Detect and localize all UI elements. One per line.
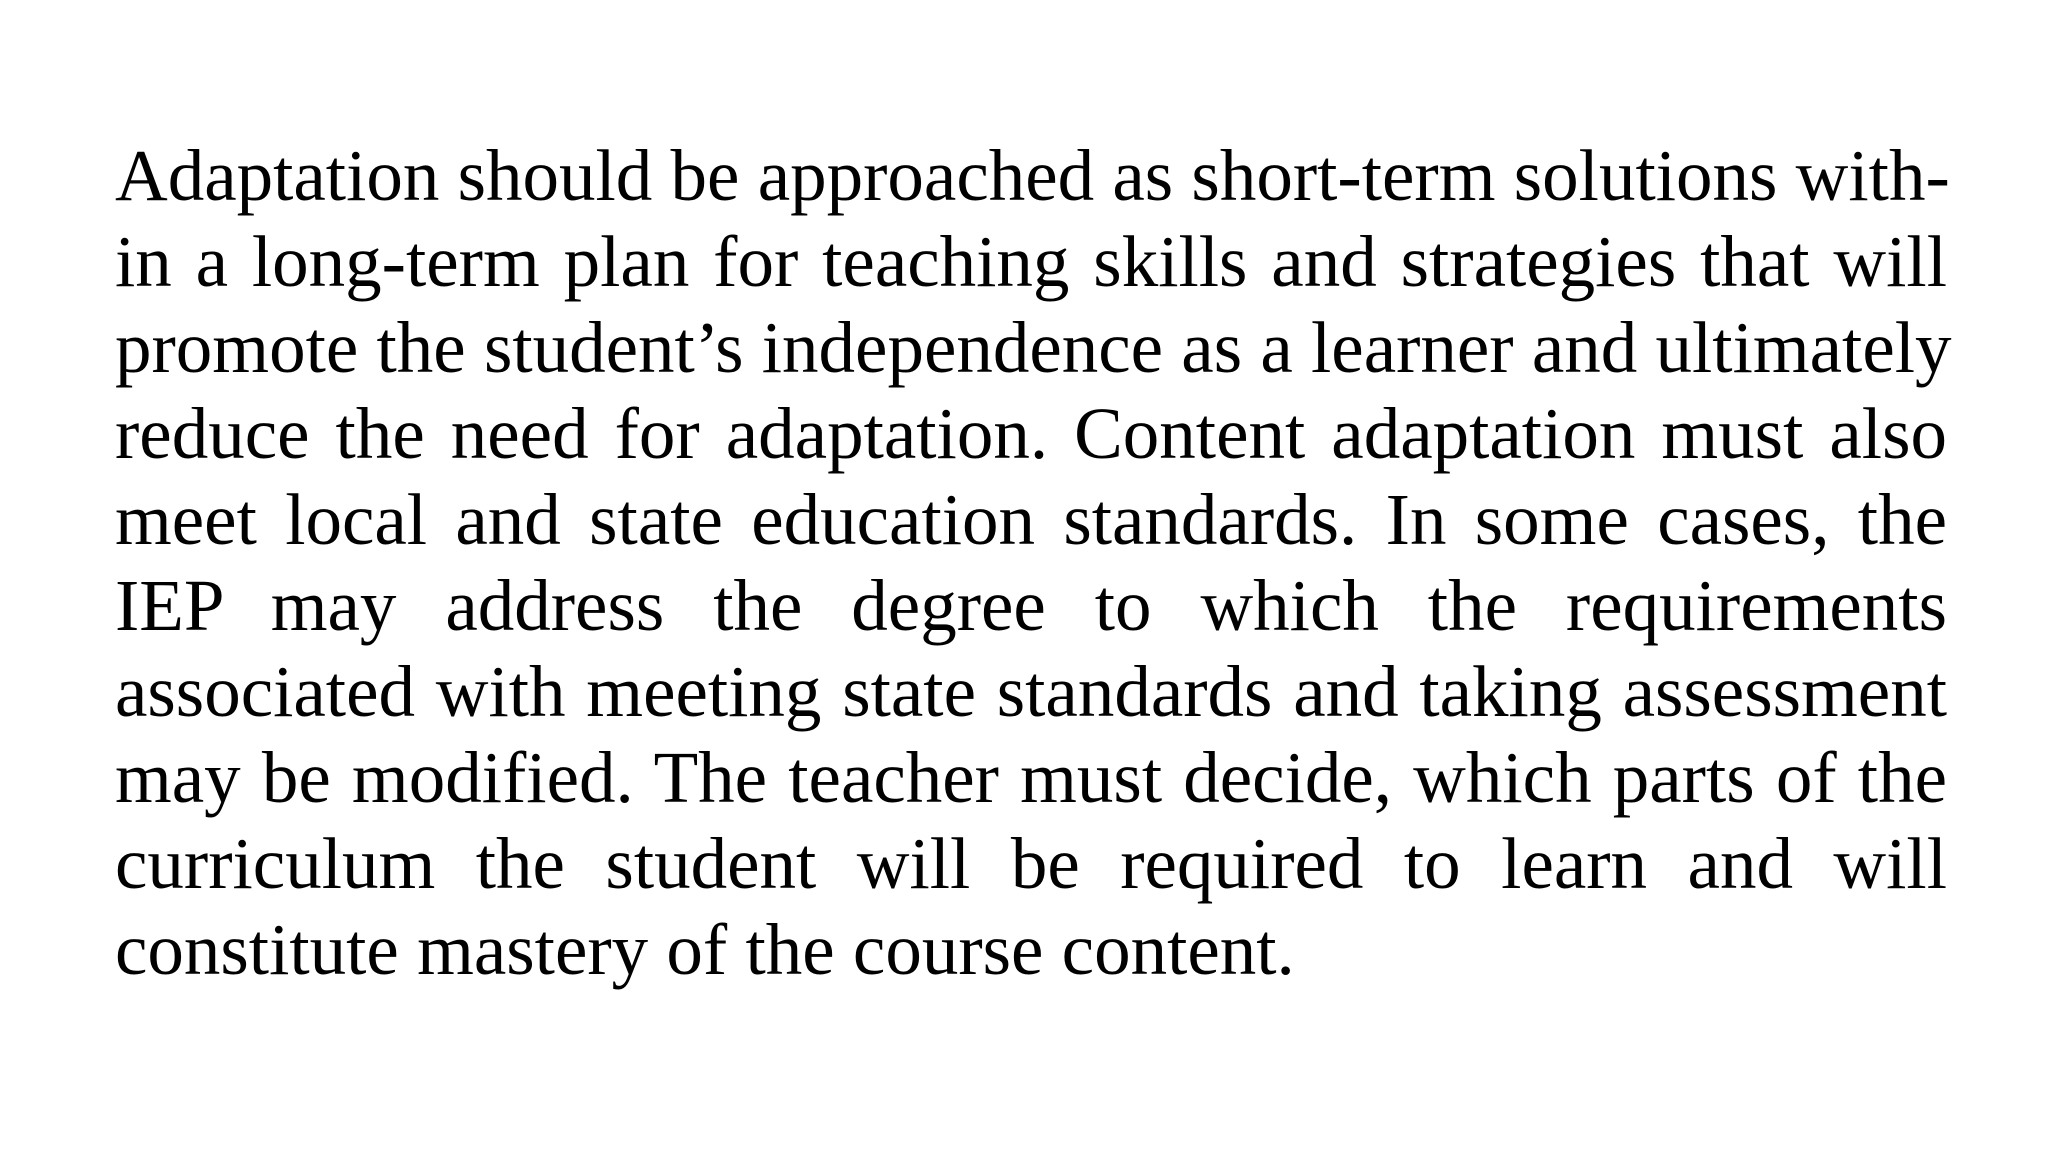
paragraph-line-9: curriculum the student will be required to learn and will [115,823,1947,904]
body-paragraph [115,133,1952,993]
paragraph-line-6: IEP may address the degree to which the requirements [115,565,1947,646]
paragraph-line-8: may be modified. The teacher must decide, which parts of the [115,737,1947,818]
paragraph-line-10: constitute mastery of the course content. [115,909,1295,990]
paragraph-line-2: in a long-term plan for teaching skills and strategies that will [115,221,1947,302]
paragraph-line-3: promote the student’s independence as a learner and ultimately [115,307,1952,388]
paragraph-line-1: Adaptation should be approached as short-term solutions with- [115,135,1950,216]
paragraph-line-7: associated with meeting state standards and taking assessment [115,651,1947,732]
paragraph-line-4: reduce the need for adaptation. Content adaptation must also [115,393,1947,474]
paragraph-line-5: meet local and state education standards. In some cases, the [115,479,1947,560]
